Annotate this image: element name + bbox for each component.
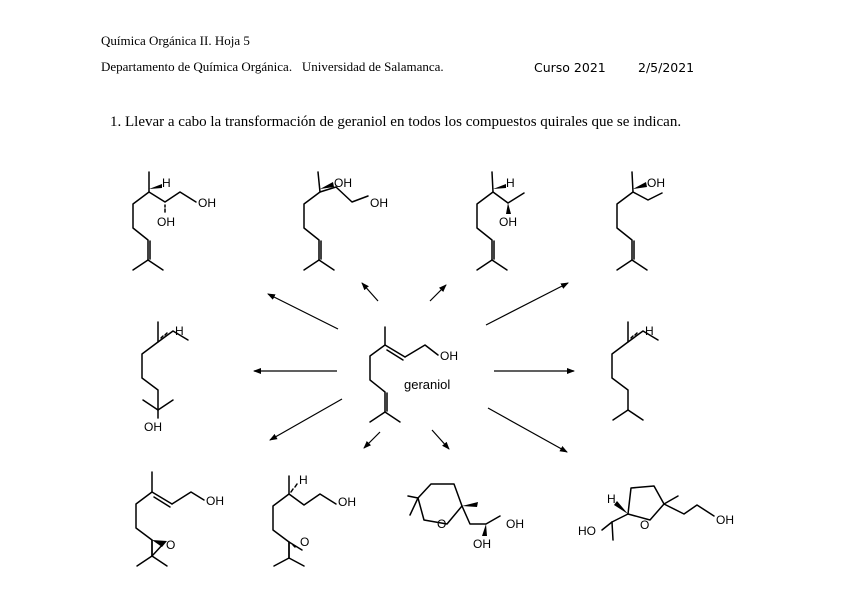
course-sheet-title: Química Orgánica II. Hoja 5: [101, 33, 250, 48]
epoxide-8-o-label: O: [300, 535, 310, 549]
arrow-lower-left: [270, 399, 342, 440]
pyran-9-oh-primary-label: OH: [506, 517, 524, 531]
header-date: 2/5/2021: [638, 60, 695, 75]
arrow-lower-right: [488, 408, 567, 452]
pyran-9-oh-secondary-label: OH: [473, 537, 491, 551]
alcohol-3-h-label: H: [506, 176, 515, 190]
arrow-upper-left: [268, 294, 338, 329]
arrow-down-right: [432, 430, 449, 449]
furan-10-h-label: H: [607, 492, 616, 506]
arrow-upper-right: [486, 283, 568, 325]
epoxide-7-o-label: O: [166, 538, 176, 552]
epoxide-8-oh-label: OH: [338, 495, 356, 509]
epoxide-8-h-label: H: [299, 473, 308, 487]
arrow-down-left: [364, 432, 380, 448]
alcohol-3-oh-label: OH: [499, 215, 517, 229]
arrow-up-left: [362, 283, 378, 301]
compound-alcohol-5: [142, 322, 188, 434]
compound-furan-10: [578, 486, 734, 540]
compound-diol-2: [304, 172, 388, 270]
diol-1-oh-primary-label: OH: [198, 196, 216, 210]
geraniol-name-label: geraniol: [404, 377, 451, 392]
furan-10-oh-label: OH: [716, 513, 734, 527]
compound-alcohol-4: [617, 172, 665, 270]
furan-10-ho-label: HO: [578, 524, 596, 538]
geraniol-structure: [370, 327, 458, 422]
alcohol-5-oh-label: OH: [144, 420, 162, 434]
furan-10-o-label: O: [640, 518, 650, 532]
compound-diol-1: [133, 172, 216, 270]
compound-pyran-9: [408, 484, 524, 551]
compound-epoxide-8: [273, 473, 356, 566]
problem-statement: 1. Llevar a cabo la transformación de geraniol en todos los compuestos quirales que se indican.: [110, 114, 682, 130]
arrow-up-right: [430, 285, 446, 301]
alkane-6-h-label: H: [645, 324, 654, 338]
pyran-9-o-label: O: [437, 517, 447, 531]
diol-2-oh-tertiary-label: OH: [334, 176, 352, 190]
epoxide-7-oh-label: OH: [206, 494, 224, 508]
arrows: [254, 283, 574, 452]
department-line: Departamento de Química Orgánica. Universidad de Salamanca.: [101, 59, 444, 74]
compound-alkane-6: [612, 322, 658, 420]
diol-1-oh-secondary-label: OH: [157, 215, 175, 229]
diol-1-h-label: H: [162, 176, 171, 190]
compound-epoxide-7: [136, 472, 224, 566]
alcohol-4-oh-label: OH: [647, 176, 665, 190]
alcohol-5-h-label: H: [175, 324, 184, 338]
compound-alcohol-3: [477, 172, 524, 270]
diol-2-oh-primary-label: OH: [370, 196, 388, 210]
geraniol-oh-label: OH: [440, 349, 458, 363]
course-year: Curso 2021: [534, 60, 606, 75]
